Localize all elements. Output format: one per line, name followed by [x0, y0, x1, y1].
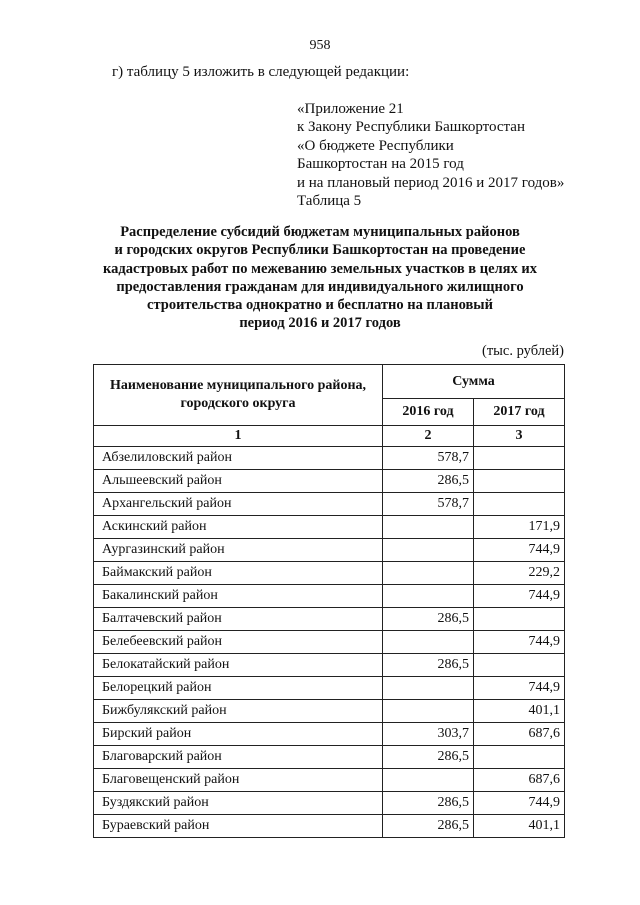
value-2017-cell: 401,1: [474, 815, 565, 838]
table-row: [94, 815, 565, 838]
value-2016-cell: [383, 562, 474, 585]
table-row: [94, 677, 565, 700]
value-2016-cell: 578,7: [383, 447, 474, 470]
value-2016-cell: 303,7: [383, 723, 474, 746]
value-2017-cell: [474, 654, 565, 677]
heading-line: предоставления гражданам для индивидуального жилищного: [116, 278, 524, 295]
value-2017-cell: 171,9: [474, 516, 565, 539]
value-2016-cell: [383, 700, 474, 723]
value-2016-cell: [383, 539, 474, 562]
table-row: [94, 585, 565, 608]
value-2017-cell: 687,6: [474, 723, 565, 746]
heading-line: Распределение субсидий бюджетам муниципальных районов: [120, 224, 520, 240]
appendix-line: к Закону Республики Башкортостан: [297, 119, 525, 136]
district-name-cell: Благоварский район: [94, 746, 383, 769]
col-number: 3: [474, 426, 565, 447]
col-number: 1: [94, 426, 383, 447]
value-2017-cell: 744,9: [474, 792, 565, 815]
value-2016-cell: [383, 631, 474, 654]
heading-line: кадастровых работ по межеванию земельных участков в целях их: [102, 260, 538, 277]
subsidy-table: [93, 364, 565, 838]
table-row: [94, 792, 565, 815]
district-name-cell: Бижбулякский район: [94, 700, 383, 723]
page-number: 958: [309, 38, 331, 53]
value-2016-cell: 286,5: [383, 470, 474, 493]
table-row: [94, 608, 565, 631]
table-row: [94, 562, 565, 585]
appendix-line: «Приложение 21: [297, 101, 404, 117]
value-2017-cell: [474, 470, 565, 493]
value-2016-cell: 286,5: [383, 815, 474, 838]
value-2017-cell: 401,1: [474, 700, 565, 723]
table-row: [94, 631, 565, 654]
value-2016-cell: 286,5: [383, 792, 474, 815]
district-name-cell: Бакалинский район: [94, 585, 383, 608]
value-2017-cell: 744,9: [474, 631, 565, 654]
value-2017-cell: 744,9: [474, 539, 565, 562]
district-name-cell: Благовещенский район: [94, 769, 383, 792]
table-row: [94, 447, 565, 470]
district-name-cell: Бураевский район: [94, 815, 383, 838]
heading-line: период 2016 и 2017 годов: [239, 315, 401, 332]
district-name-cell: Абзелиловский район: [94, 447, 383, 470]
value-2016-cell: 578,7: [383, 493, 474, 516]
value-2017-cell: [474, 746, 565, 769]
district-name-cell: Белорецкий район: [94, 677, 383, 700]
col-header-sum: Сумма: [383, 365, 565, 399]
value-2017-cell: [474, 447, 565, 470]
table-row: [94, 746, 565, 769]
table-body: [94, 447, 565, 838]
district-name-cell: Белебеевский район: [94, 631, 383, 654]
appendix-block: [297, 100, 564, 210]
col-header-2017: 2017 год: [474, 399, 565, 426]
table-row: [94, 539, 565, 562]
district-name-cell: Аургазинский район: [94, 539, 383, 562]
table-row: [94, 516, 565, 539]
col-number: 2: [383, 426, 474, 447]
intro-text: г) таблицу 5 изложить в следующей редакции:: [112, 64, 410, 80]
value-2016-cell: [383, 585, 474, 608]
table-heading: [60, 223, 580, 333]
table-row: [94, 769, 565, 792]
district-name-cell: Аскинский район: [94, 516, 383, 539]
table-row: [94, 723, 565, 746]
table-row: [94, 654, 565, 677]
district-name-cell: Белокатайский район: [94, 654, 383, 677]
value-2016-cell: [383, 516, 474, 539]
table-row: [94, 470, 565, 493]
table-row: [94, 700, 565, 723]
district-name-cell: Балтачевский район: [94, 608, 383, 631]
appendix-line: «О бюджете Республики: [297, 137, 454, 154]
col-header-2016: 2016 год: [383, 399, 474, 426]
district-name-cell: Архангельский район: [94, 493, 383, 516]
value-2017-cell: 744,9: [474, 677, 565, 700]
district-name-cell: Баймакский район: [94, 562, 383, 585]
value-2016-cell: 286,5: [383, 746, 474, 769]
col-header-name: Наименование муниципального района, городского округа: [94, 365, 383, 426]
value-2016-cell: 286,5: [383, 654, 474, 677]
value-2017-cell: 229,2: [474, 562, 565, 585]
appendix-table-label: Таблица 5: [297, 193, 362, 210]
heading-line: строительства однократно и бесплатно на плановый: [147, 297, 493, 314]
value-2016-cell: 286,5: [383, 608, 474, 631]
value-2017-cell: 744,9: [474, 585, 565, 608]
units-label: (тыс. рублей): [482, 343, 564, 359]
value-2017-cell: 687,6: [474, 769, 565, 792]
appendix-line: Башкортостан на 2015 год: [297, 156, 464, 173]
district-name-cell: Бирский район: [94, 723, 383, 746]
appendix-line: и на плановый период 2016 и 2017 годов»: [297, 174, 565, 191]
heading-line: и городских округов Республики Башкортостан на проведение: [114, 242, 526, 259]
value-2017-cell: [474, 608, 565, 631]
district-name-cell: Буздякский район: [94, 792, 383, 815]
value-2016-cell: [383, 769, 474, 792]
table-row: [94, 493, 565, 516]
value-2017-cell: [474, 493, 565, 516]
district-name-cell: Альшеевский район: [94, 470, 383, 493]
value-2016-cell: [383, 677, 474, 700]
